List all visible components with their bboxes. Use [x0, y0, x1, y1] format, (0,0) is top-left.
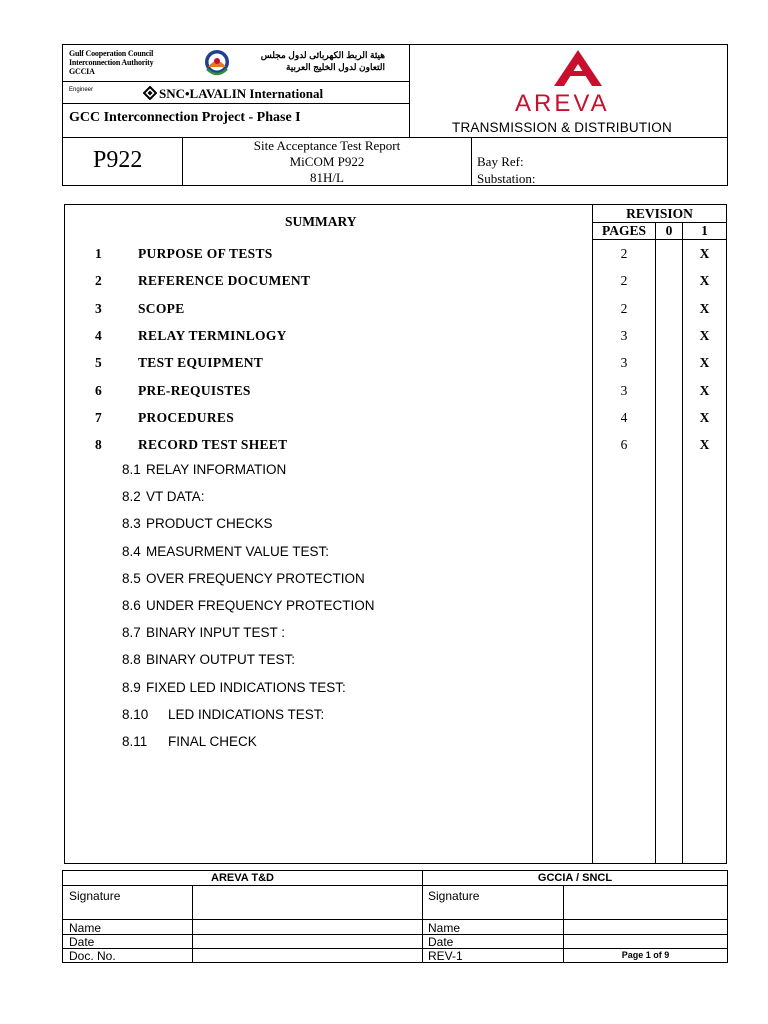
subsection-number: 8.10 [122, 706, 149, 722]
revision-label: REV-1 [428, 949, 463, 963]
section-number: 1 [95, 246, 102, 261]
subsection-title: BINARY OUTPUT TEST: [146, 652, 296, 668]
section-pages: 2 [620, 273, 628, 289]
bay-ref-label: Bay Ref: [477, 154, 524, 169]
section-title: PRE-REQUISTES [138, 382, 251, 398]
revision-1-header: 1 [701, 223, 708, 238]
section-number: 3 [95, 300, 102, 316]
section-title: RELAY TERMINLOGY [138, 327, 287, 343]
document-header [62, 44, 728, 186]
gccia-signoff-heading: GCCIA / SNCL [537, 872, 613, 884]
gcc-arabic-name [245, 49, 385, 73]
revision-0-header: 0 [665, 223, 673, 238]
gcc-line-3: GCCIA [69, 67, 95, 76]
gcc-emblem-icon [203, 49, 231, 79]
section-pages: 4 [620, 409, 628, 425]
page-number: Page 1 of 9 [621, 950, 670, 960]
section-pages: 6 [620, 437, 628, 453]
section-pages: 2 [620, 246, 628, 261]
section-revision-mark: X [699, 437, 710, 453]
section-title: PROCEDURES [138, 409, 235, 425]
relay-model: MiCOM P922 [289, 154, 365, 169]
areva-signoff-heading: AREVA T&D [211, 872, 274, 884]
subsection-number: 8.2 [122, 489, 141, 505]
project-title: GCC Interconnection Project - Phase I [69, 110, 301, 125]
section-title: REFERENCE DOCUMENT [138, 273, 311, 289]
subsection-number: 8.8 [122, 652, 141, 668]
subsection-title: UNDER FREQUENCY PROTECTION [146, 598, 375, 613]
subsection-title: BINARY INPUT TEST : [146, 625, 286, 641]
areva-date-label: Date [69, 935, 95, 949]
arabic-line-2: التعاون لدول الخليج العربية [285, 62, 385, 72]
subsection-number: 8.9 [122, 679, 141, 695]
report-title: Site Acceptance Test Report [253, 138, 401, 153]
gcc-authority-name [69, 49, 153, 76]
section-revision-mark: X [699, 300, 710, 316]
subsection-number: 8.3 [122, 516, 141, 532]
report-title-block [183, 138, 471, 186]
section-revision-mark: X [699, 273, 710, 289]
section-number: 6 [95, 382, 102, 398]
section-pages: 3 [620, 382, 628, 398]
summary-table [64, 204, 727, 864]
subsection-title: FINAL CHECK [168, 734, 257, 749]
section-title: RECORD TEST SHEET [138, 437, 288, 453]
areva-logo-icon [552, 48, 604, 88]
subsection-title: LED INDICATIONS TEST: [168, 706, 325, 722]
division-title: TRANSMISSION & DISTRIBUTION [452, 120, 672, 135]
areva-logo-text: AREVA [515, 90, 610, 117]
gcc-line-2: Interconnection Authority [69, 58, 154, 67]
section-revision-mark: X [699, 409, 710, 425]
areva-name-label: Name [69, 921, 102, 935]
subsection-number: 8.11 [122, 734, 148, 749]
document-code: P922 [93, 147, 143, 173]
subsection-title: VT DATA: [146, 489, 205, 505]
pages-header: PAGES [601, 223, 646, 238]
gccia-date-label: Date [428, 935, 454, 949]
subsection-title: MEASURMENT VALUE TEST: [146, 543, 330, 559]
engineer-name: SNC•LAVALIN International [159, 86, 324, 101]
section-revision-mark: X [699, 382, 710, 398]
section-title: TEST EQUIPMENT [138, 355, 264, 371]
subsection-title: FIXED LED INDICATIONS TEST: [146, 679, 346, 695]
subsection-title: PRODUCT CHECKS [146, 516, 273, 532]
signature-footer [62, 870, 728, 963]
areva-signature-label: Signature [69, 889, 121, 903]
section-number: 5 [95, 355, 102, 371]
substation-label: Substation: [477, 171, 536, 186]
gcc-line-1: Gulf Cooperation Council [69, 49, 154, 58]
section-revision-mark: X [699, 246, 710, 261]
section-number: 4 [95, 327, 102, 343]
subsection-title: OVER FREQUENCY PROTECTION [146, 570, 365, 586]
subsection-number: 8.5 [122, 570, 141, 586]
gccia-name-label: Name [428, 921, 461, 935]
subsection-title: RELAY INFORMATION [146, 462, 287, 477]
gccia-signature-label: Signature [428, 889, 480, 903]
section-revision-mark: X [699, 327, 710, 343]
section-pages: 3 [620, 355, 628, 371]
subsection-number: 8.7 [122, 625, 141, 641]
section-pages: 2 [620, 300, 628, 316]
subsection-number: 8.1 [122, 462, 141, 477]
section-title: SCOPE [138, 300, 185, 316]
subsection-number: 8.6 [122, 598, 141, 613]
relay-function: 81H/L [310, 170, 344, 185]
arabic-line-1: هيئة الربط الكهربائى لدول مجلس [260, 50, 385, 60]
revision-header: REVISION [626, 206, 693, 221]
section-number: 7 [95, 409, 102, 425]
doc-number-label: Doc. No. [69, 949, 116, 963]
section-number: 2 [95, 273, 102, 289]
section-revision-mark: X [699, 355, 710, 371]
subsection-number: 8.4 [122, 543, 141, 559]
summary-title: SUMMARY [285, 214, 357, 229]
section-title: PURPOSE OF TESTS [138, 246, 273, 261]
section-pages: 3 [620, 327, 628, 343]
snc-lavalin-logo-icon [143, 86, 157, 100]
engineer-label: Engineer [69, 87, 94, 93]
section-number: 8 [95, 437, 102, 453]
